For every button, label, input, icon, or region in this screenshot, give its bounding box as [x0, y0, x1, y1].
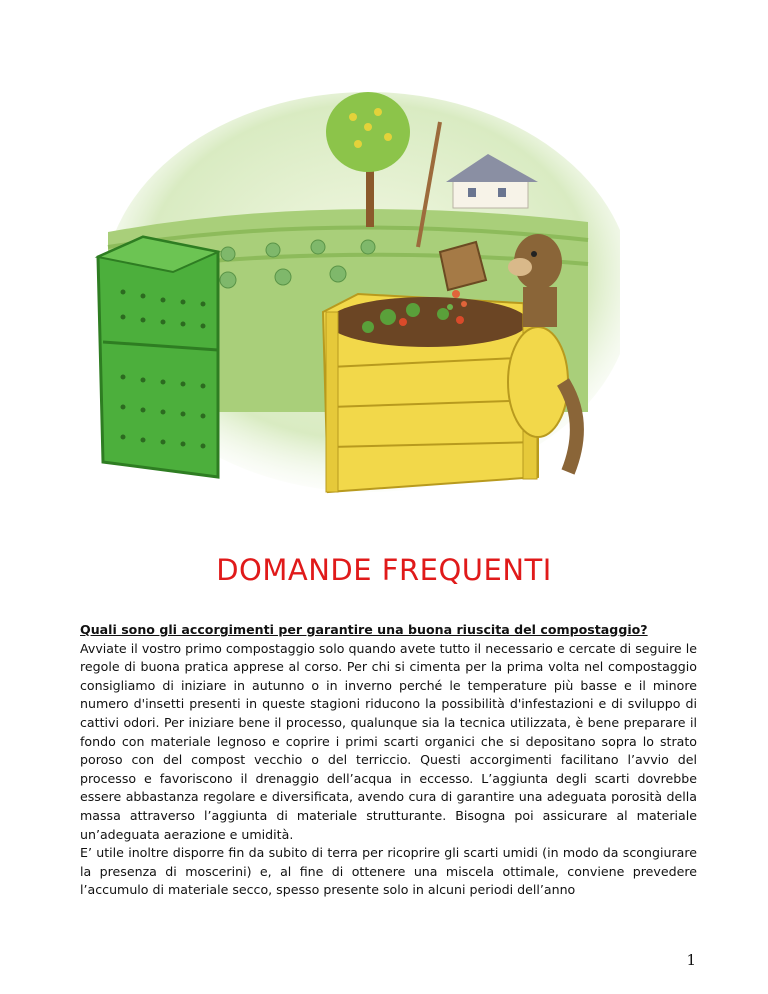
- faq-content: [80, 621, 697, 900]
- composting-illustration: [68, 82, 620, 522]
- wooden-compost-box: [323, 294, 538, 492]
- apple-tree: [326, 92, 410, 172]
- page-number: 1: [686, 951, 696, 969]
- faq-question: Quali sono gli accorgimenti per garantire una buona riuscita del compostaggio?: [80, 622, 648, 637]
- page-title: DOMANDE FREQUENTI: [216, 553, 552, 587]
- green-compost-bin: [98, 237, 218, 477]
- faq-answer-paragraph-1: Avviate il vostro primo compostaggio solo quando avete tutto il necessario e cercate di seguire le regole di buona pratica apprese al corso. Per chi si cimenta per la prima volta nel compostaggio consigliamo di iniziare in autunno o in inverno perché le temperature più basse e il minore numero d'insetti presenti in queste stagioni riducono la possibilità d'infestazioni e di sviluppo di cattivi odori. Per iniziare bene il processo, qualunque sia la tecnica utilizzata, è bene preparare il fondo con materiale legnoso e coprire i primi scarti organici che si depositano sopra lo strato poroso con del compost vecchio o del terriccio. Questi accorgimenti facilitano l’avvio del processo e favoriscono il drenaggio dell’acqua in eccesso. L’aggiunta degli scarti dovrebbe essere abbastanza regolare e diversificata, avendo cura di garantire una adeguata porosità della massa attraverso l’aggiunta di materiale strutturante. Bisogna poi assicurare al materiale un’adeguata aerazione e umidità.: [80, 640, 697, 842]
- faq-answer-paragraph-2: E’ utile inoltre disporre fin da subito di terra per ricoprire gli scarti umidi (in modo da scongiurare la presenza di moscerini) e, al fine di ottenere una miscela ottimale, conviene prevedere l’accumulo di materiale secco, spesso presente solo in alcuni periodi dell’anno: [80, 845, 697, 898]
